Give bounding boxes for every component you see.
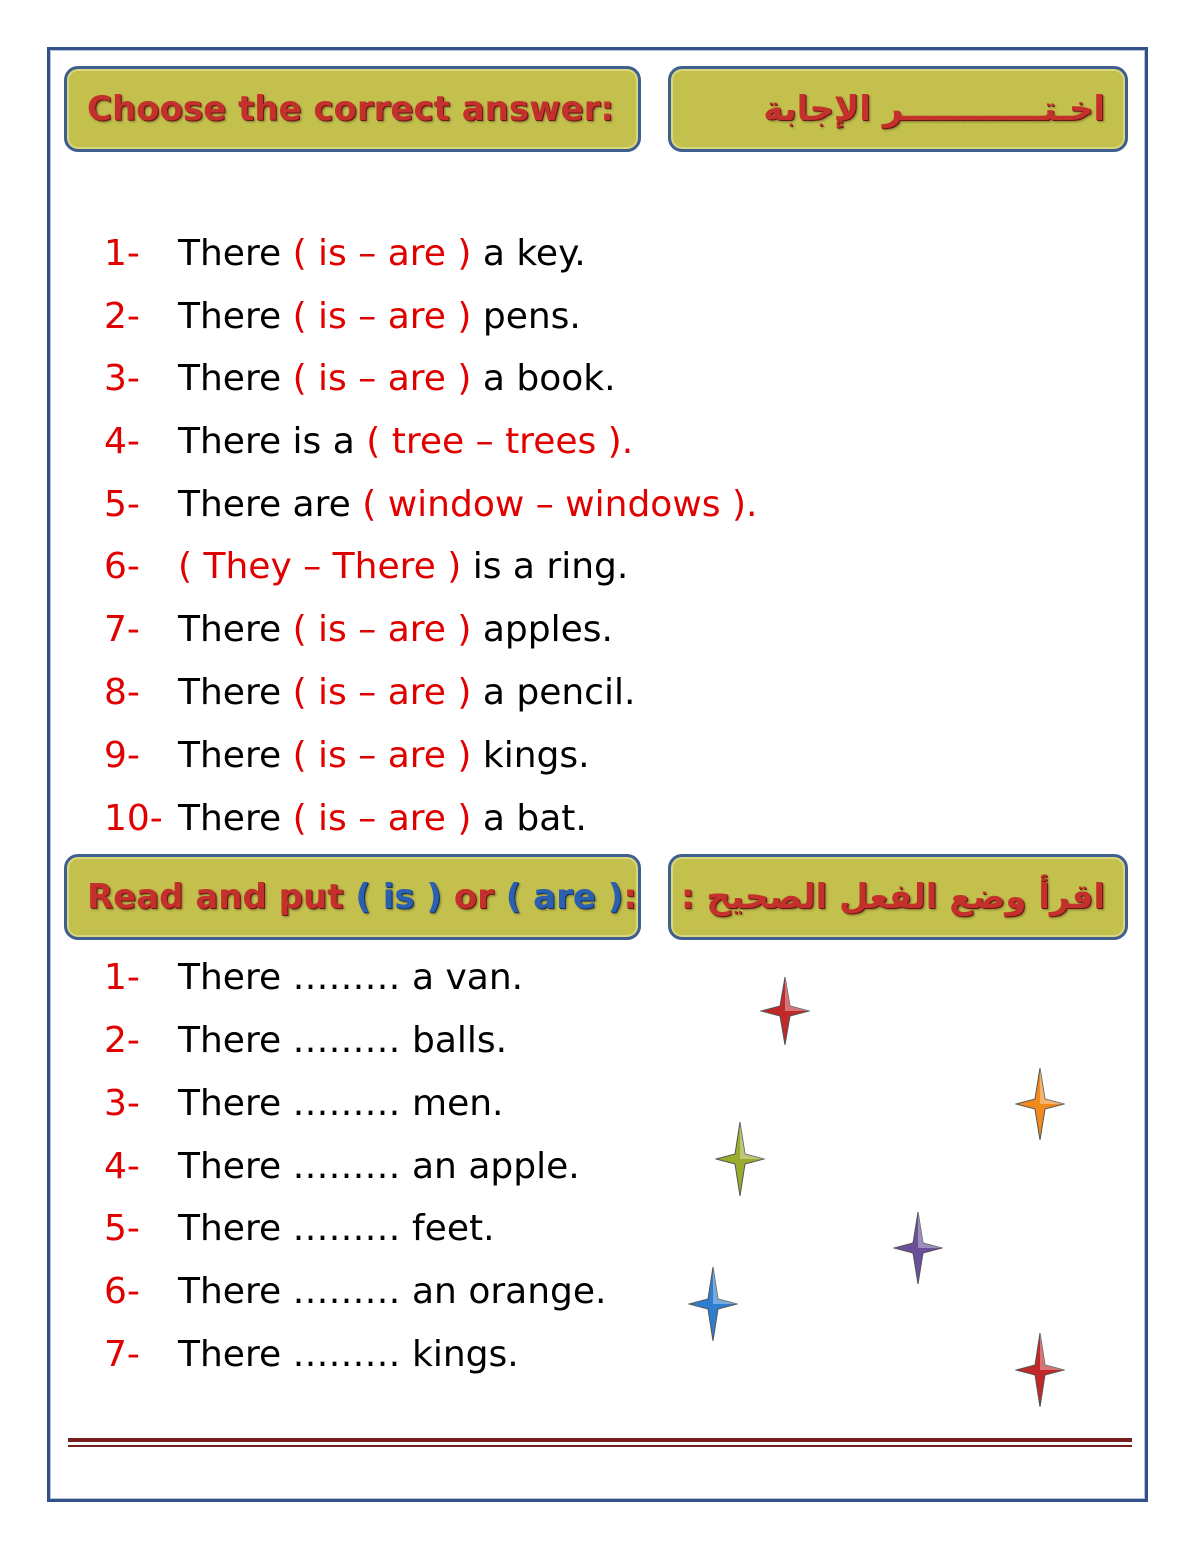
item-choice: ( window – windows ). (362, 484, 758, 525)
list-item (104, 1270, 606, 1314)
item-number: 7- (104, 609, 140, 650)
list-item (104, 1082, 503, 1126)
section1-title-ar-banner (668, 66, 1128, 152)
star-icon (1015, 1333, 1065, 1407)
list-item (104, 232, 586, 276)
item-text: a key. (471, 233, 586, 274)
item-text: There ……… men. (178, 1083, 504, 1124)
item-choice: ( is – are ) (292, 798, 472, 839)
item-choice: ( tree – trees ). (366, 421, 634, 462)
list-item (104, 1333, 519, 1377)
item-number: 6- (104, 1271, 140, 1312)
item-text: There (178, 672, 293, 713)
list-item (104, 545, 628, 589)
item-text: There ……… feet. (178, 1208, 495, 1249)
section2-title-ar: اقرأ وضع الفعل الصحيح : (680, 877, 1105, 917)
item-number: 9- (104, 735, 140, 776)
item-text: is a ring. (461, 546, 629, 587)
section2-title-ar-banner (668, 854, 1128, 940)
item-choice: ( is – are ) (292, 233, 472, 274)
title-part: or (441, 877, 506, 917)
item-choice: ( is – are ) (292, 672, 472, 713)
list-item (104, 797, 587, 841)
section2-title-banner (64, 854, 641, 940)
list-item (104, 1207, 495, 1251)
item-number: 4- (104, 1146, 140, 1187)
item-choice: ( is – are ) (292, 609, 472, 650)
list-item (104, 671, 635, 715)
item-number: 3- (104, 1083, 140, 1124)
item-number: 2- (104, 296, 140, 337)
item-choice: ( is – are ) (292, 735, 472, 776)
item-text: a bat. (471, 798, 587, 839)
item-text: There (178, 735, 293, 776)
item-text: pens. (471, 296, 581, 337)
item-choice: ( They – There ) (178, 546, 462, 587)
item-number: 7- (104, 1334, 140, 1375)
item-number: 2- (104, 1020, 140, 1061)
item-text: There (178, 296, 293, 337)
item-text: There ……… an orange. (178, 1271, 607, 1312)
item-number: 8- (104, 672, 140, 713)
star-icon (893, 1212, 943, 1284)
item-text: There (178, 233, 293, 274)
item-number: 4- (104, 421, 140, 462)
item-number: 1- (104, 957, 140, 998)
star-icon (1015, 1068, 1065, 1140)
title-part: Read and put (87, 877, 356, 917)
item-text: There (178, 358, 293, 399)
list-item (104, 1145, 580, 1189)
list-item (104, 734, 590, 778)
section1-title-banner (64, 66, 641, 152)
star-icon (715, 1122, 765, 1196)
item-number: 3- (104, 358, 140, 399)
item-number: 5- (104, 1208, 140, 1249)
section1-title-en: Choose the correct answer: (87, 89, 614, 129)
item-text: There ……… balls. (178, 1020, 508, 1061)
item-text: There are (178, 484, 363, 525)
star-icon (760, 977, 810, 1045)
item-number: 6- (104, 546, 140, 587)
title-part-are: ( are ) (505, 877, 624, 917)
list-item (104, 483, 757, 527)
item-text: There is a (178, 421, 367, 462)
item-number: 1- (104, 233, 140, 274)
item-text: kings. (471, 735, 590, 776)
item-text: apples. (471, 609, 613, 650)
item-text: There ……… kings. (178, 1334, 519, 1375)
list-item (104, 608, 613, 652)
item-text: There (178, 609, 293, 650)
list-item (104, 1019, 507, 1063)
title-part: : (623, 877, 637, 917)
footer-rule-thin (68, 1445, 1132, 1447)
item-text: There (178, 798, 293, 839)
list-item (104, 295, 581, 339)
footer-rule (68, 1438, 1132, 1442)
title-part-is: ( is ) (355, 877, 442, 917)
item-number: 5- (104, 484, 140, 525)
star-icon (688, 1267, 738, 1341)
item-text: a pencil. (471, 672, 636, 713)
item-text: There ……… an apple. (178, 1146, 580, 1187)
item-number: 10- (104, 798, 163, 839)
section2-title-en (87, 877, 637, 917)
item-text: a book. (471, 358, 616, 399)
item-choice: ( is – are ) (292, 358, 472, 399)
item-choice: ( is – are ) (292, 296, 472, 337)
list-item (104, 956, 523, 1000)
list-item (104, 357, 616, 401)
item-text: There ……… a van. (178, 957, 524, 998)
section1-title-ar: اخـتــــــــــــر الإجابة (763, 89, 1105, 129)
list-item (104, 420, 633, 464)
